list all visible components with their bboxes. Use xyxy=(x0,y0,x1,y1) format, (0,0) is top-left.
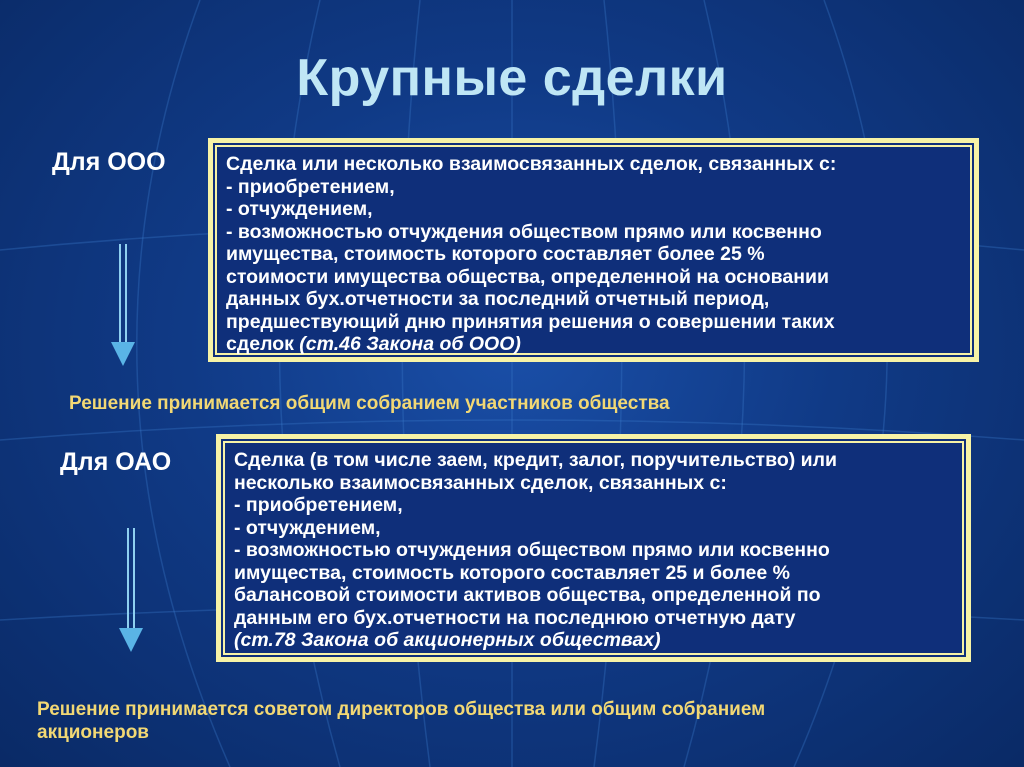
ooo-law-reference: (ст.46 Закона об ООО) xyxy=(299,333,521,355)
oao-decision-line-1: Решение принимается советом директоров общества или общим собранием xyxy=(37,699,766,720)
oao-line-6: имущества, стоимость которого составляет 25 и более % xyxy=(234,561,791,584)
oao-line-3: - приобретением, xyxy=(234,494,403,516)
oao-decision-line-2: акционеров xyxy=(37,722,149,743)
ooo-line-3: - отчуждением, xyxy=(226,198,373,220)
oao-line-5: - возможностью отчуждения обществом прямо или косвенно xyxy=(234,539,830,561)
oao-line-8: данным его бух.отчетности на последнюю отчетную дату xyxy=(234,606,796,629)
oao-definition-box xyxy=(216,434,971,662)
ooo-line-1: Сделка или несколько взаимосвязанных сделок, связанных с: xyxy=(226,153,837,175)
oao-decision-text xyxy=(37,698,765,744)
ooo-definition-box xyxy=(208,138,979,362)
ooo-line-7: данных бух.отчетности за последний отчетный период, xyxy=(226,288,770,310)
ooo-line-6: стоимости имущества общества, определенной на основании xyxy=(226,265,829,288)
ooo-label: Для ООО xyxy=(52,148,166,176)
ooo-last-line-text: сделок xyxy=(226,333,300,355)
oao-line-7: балансовой стоимости активов общества, определенной по xyxy=(234,584,821,606)
oao-line-1: Сделка (в том числе заем, кредит, залог, поручительство) или xyxy=(234,449,838,471)
slide-title: Крупные сделки xyxy=(296,49,728,107)
down-arrow-icon xyxy=(108,244,138,368)
ooo-line-8: предшествующий дню принятия решения о совершении таких xyxy=(226,310,835,333)
down-arrow-icon xyxy=(116,528,146,654)
ooo-decision-text: Решение принимается общим собранием участников общества xyxy=(69,393,670,414)
oao-line-4: - отчуждением, xyxy=(234,516,381,539)
ooo-line-5: имущества, стоимость которого составляет более 25 % xyxy=(226,243,765,265)
oao-law-reference: (ст.78 Закона об акционерных обществах) xyxy=(234,629,661,651)
oao-label: Для ОАО xyxy=(60,448,172,476)
ooo-line-4: - возможностью отчуждения обществом прямо или косвенно xyxy=(226,220,822,243)
ooo-line-2: - приобретением, xyxy=(226,175,395,198)
oao-line-2: несколько взаимосвязанных сделок, связанных с: xyxy=(234,471,727,494)
ooo-line-9 xyxy=(226,333,964,356)
